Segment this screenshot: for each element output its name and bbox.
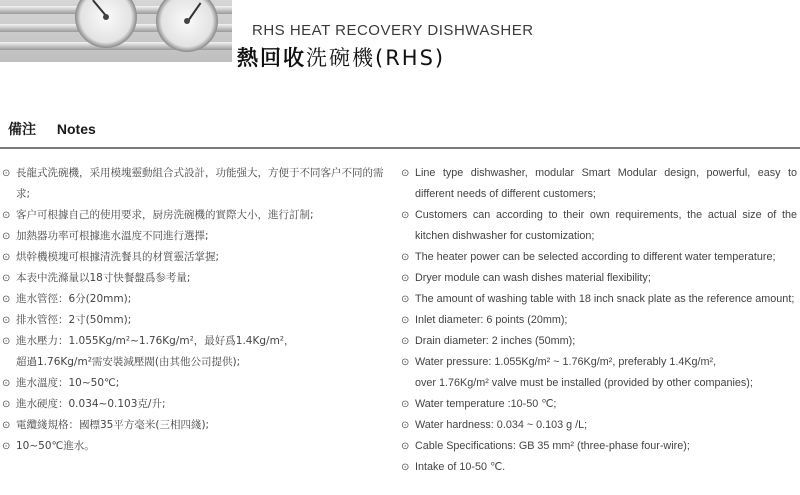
list-item (2, 331, 397, 352)
list-item (401, 331, 797, 352)
notes-heading-en: Notes (56, 121, 96, 137)
notes-heading (8, 119, 96, 139)
bullet-icon: ⊙ (401, 462, 410, 473)
list-item-text: 進水溫度：10~50℃; (16, 377, 120, 389)
list-item-text: 進水壓力：1.055Kg/m²~1.76Kg/m²，最好爲1.4Kg/m²， (16, 335, 295, 347)
title-english: RHS HEAT RECOVERY DISHWASHER (252, 22, 534, 39)
list-item-text: 客户可根據自己的使用要求，厨房洗碗機的實際大小，進行訂制; (16, 209, 314, 221)
bullet-icon: ⊙ (401, 420, 410, 431)
list-item-text: 10~50℃進水。 (16, 440, 95, 452)
bullet-icon: ⊙ (2, 252, 11, 263)
list-item (2, 205, 397, 226)
bullet-icon: ⊙ (2, 420, 11, 431)
list-item-text: Line type dishwasher, modular Smart Modular design, powerful, easy to different needs of different customers; (415, 167, 797, 200)
list-item-text: Cable Specifications: GB 35 mm² (three-phase four-wire); (415, 440, 690, 452)
bullet-icon: ⊙ (401, 273, 410, 284)
bullet-icon: ⊙ (2, 231, 11, 242)
bullet-icon: ⊙ (2, 315, 11, 326)
bullet-icon: ⊙ (401, 252, 410, 263)
list-item-text: Inlet diameter: 6 points (20mm); (415, 314, 568, 326)
list-item-text: Dryer module can wash dishes material flexibility; (415, 272, 651, 284)
list-item (2, 268, 397, 289)
list-item (2, 163, 397, 205)
list-item (2, 436, 397, 457)
list-item-text: Water hardness: 0.034 ~ 0.103 g /L; (415, 419, 588, 431)
list-item-text: Water temperature :10-50 ℃; (415, 398, 557, 410)
list-item (2, 394, 397, 415)
thermometer-gauge-icon (75, 0, 137, 48)
list-item (2, 310, 397, 331)
bullet-icon: ⊙ (2, 441, 11, 452)
bullet-icon: ⊙ (2, 399, 11, 410)
notes-list-english (401, 163, 797, 478)
notes-heading-cn: 備注 (8, 122, 36, 138)
bullet-icon: ⊙ (2, 294, 11, 305)
bullet-icon: ⊙ (401, 441, 410, 452)
list-item (401, 268, 797, 289)
list-item (401, 247, 797, 268)
list-item (2, 289, 397, 310)
bullet-icon: ⊙ (401, 294, 410, 305)
bullet-icon: ⊙ (401, 336, 410, 347)
list-item (2, 415, 397, 436)
bullet-icon: ⊙ (2, 210, 11, 221)
bullet-icon: ⊙ (2, 273, 11, 284)
list-item (2, 352, 397, 373)
list-item-text: The heater power can be selected according to different water temperature; (415, 251, 776, 263)
notes-list-chinese (2, 163, 397, 457)
bullet-icon: ⊙ (401, 399, 410, 410)
bullet-icon: ⊙ (2, 378, 11, 389)
list-item-text: 本表中洗滌量以18寸快餐盤爲参考量; (16, 272, 191, 284)
bullet-icon: ⊙ (401, 357, 410, 368)
bullet-icon: ⊙ (401, 315, 410, 326)
list-item-text: 排水管徑：2寸(50mm); (16, 314, 132, 326)
list-item-text: over 1.76Kg/m² valve must be installed (provided by other companies); (415, 377, 753, 389)
list-item-text: 烘幹機模塊可根據清洗餐具的材質靈活掌握; (16, 251, 220, 263)
list-item-text: The amount of washing table with 18 inch snack plate as the reference amount; (415, 293, 795, 305)
product-photo (0, 0, 232, 62)
list-item (401, 394, 797, 415)
list-item-text: 電纜綫規格：國標35平方毫米(三相四綫); (16, 419, 210, 431)
list-item (401, 310, 797, 331)
list-item (401, 289, 797, 310)
divider (0, 147, 800, 149)
list-item-text: 進水硬度：0.034~0.103克/升; (16, 398, 166, 410)
list-item-text: 長龍式洗碗機，采用模塊靈動組合式設計，功能强大，方便于不同客户不同的需求; (16, 167, 384, 200)
bullet-icon: ⊙ (401, 210, 410, 221)
bullet-icon: ⊙ (2, 336, 11, 347)
list-item-text: Customers can according to their own requirements, the actual size of the kitchen dishwasher for customization; (415, 209, 797, 242)
list-item (2, 226, 397, 247)
list-item-text: 進水管徑：6分(20mm); (16, 293, 132, 305)
title-chinese: 熱回收洗碗機(RHS) (237, 46, 446, 70)
list-item (401, 352, 797, 373)
bullet-icon: ⊙ (401, 168, 410, 179)
list-item (401, 436, 797, 457)
list-item (401, 163, 797, 205)
list-item-text: Intake of 10-50 ℃. (415, 461, 506, 473)
list-item-text: Water pressure: 1.055Kg/m² ~ 1.76Kg/m², preferably 1.4Kg/m², (415, 356, 717, 368)
list-item (2, 373, 397, 394)
list-item-text: 加熱器功率可根據進水溫度不同進行選擇; (16, 230, 209, 242)
list-item-text: Drain diameter: 2 inches (50mm); (415, 335, 576, 347)
list-item (401, 205, 797, 247)
list-item (401, 373, 797, 394)
list-item (2, 247, 397, 268)
list-item (401, 457, 797, 478)
bullet-icon: ⊙ (2, 168, 11, 179)
list-item (401, 415, 797, 436)
list-item-text: 超過1.76Kg/m²需安裝減壓閥(由其他公司提供); (16, 356, 241, 368)
